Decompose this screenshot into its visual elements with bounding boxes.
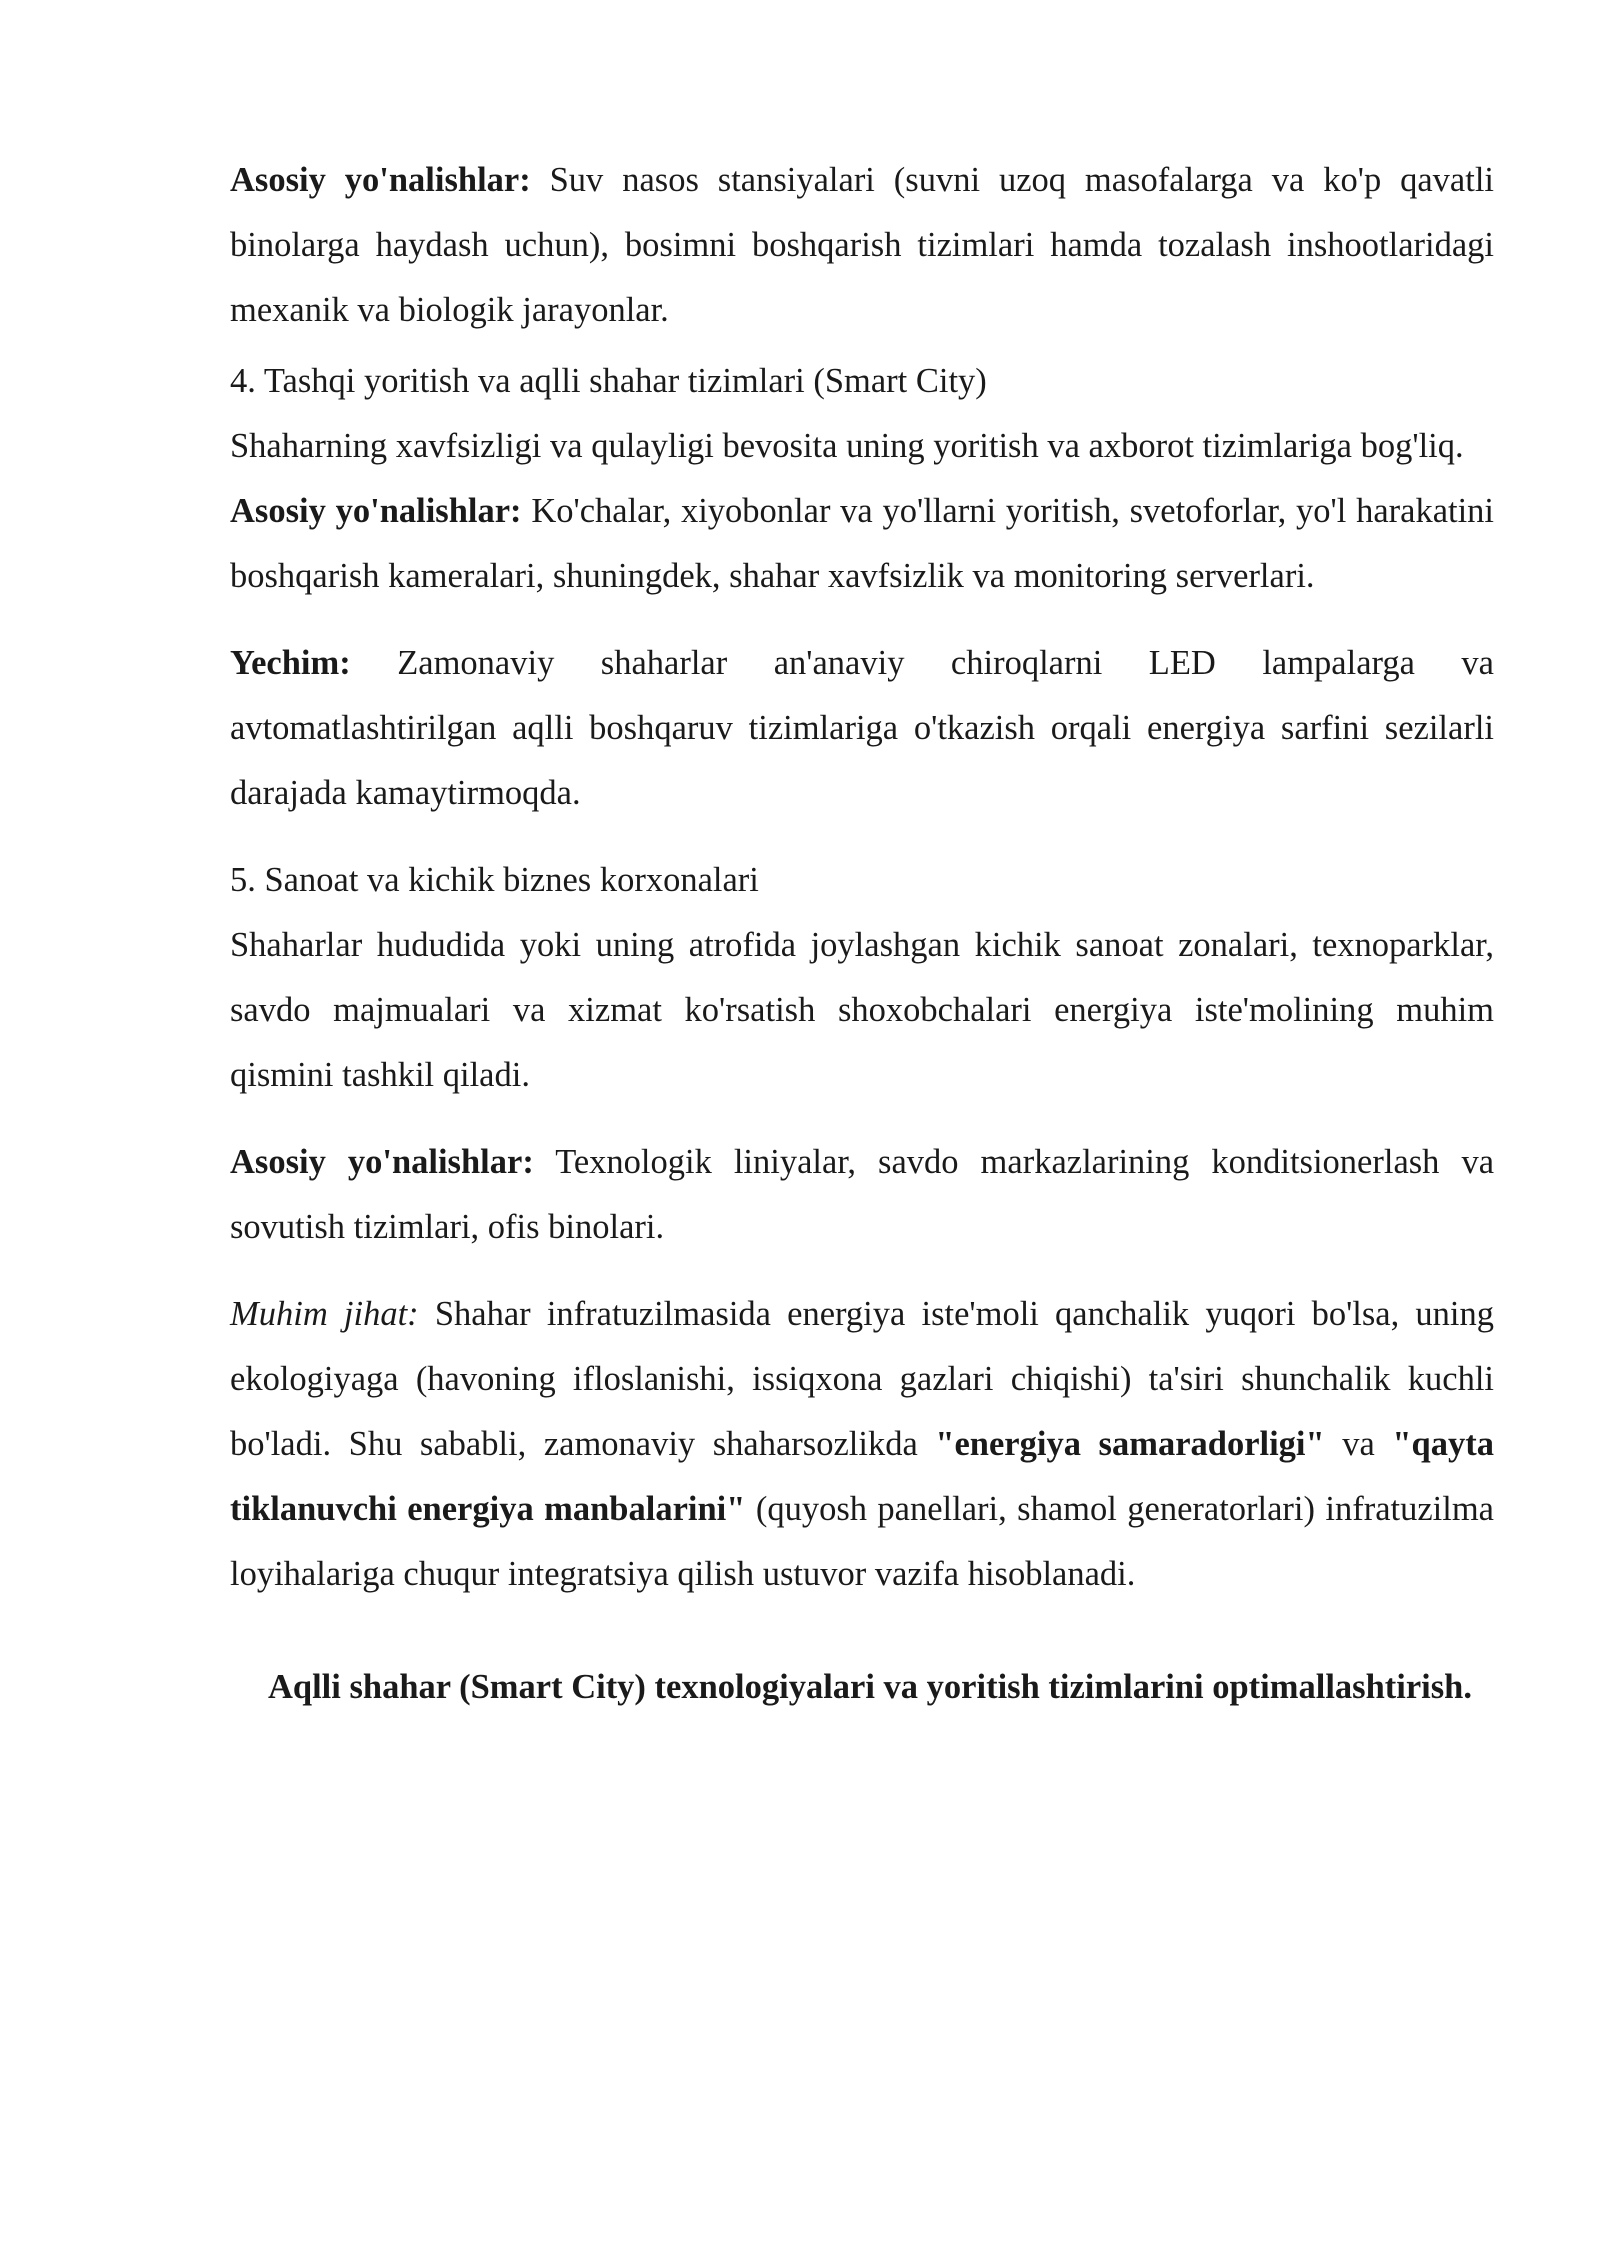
section-heading-5: 5. Sanoat va kichik biznes korxonalari (230, 861, 759, 899)
paragraph-water-directions (230, 148, 1494, 343)
final-heading: Aqlli shahar (Smart City) texnologiyalari va yoritish tizimlarini optimallashtirish. (268, 1668, 1472, 1706)
bold-energy-efficiency: "energiya samaradorligi" (935, 1425, 1325, 1463)
label-main-directions: Asosiy yo'nalishlar: (230, 1143, 534, 1181)
section-4-intro: Shaharning xavfsizligi va qulayligi bevosita uning yoritish va axborot tizimlariga bog'liq. (230, 427, 1464, 465)
paragraph-text: Suv nasos stansiyalari (suvni uzoq masofalarga va ko'p qavatli binolarga haydash uchun), bosimni boshqarish tizimlari hamda tozalash inshootlaridagi mexanik va biologik jarayonlar. (230, 161, 1494, 329)
label-solution: Yechim: (230, 644, 351, 682)
paragraph-text: Ko'chalar, xiyobonlar va yo'llarni yoritish, svetoforlar, yo'l harakatini boshqarish kameralari, shuningdek, shahar xavfsizlik va monitoring serverlari. (230, 492, 1495, 595)
paragraph-text: Zamonaviy shaharlar an'anaviy chiroqlarni LED lampalarga va avtomatlashtirilgan aqlli boshqaruv tizimlariga o'tkazish orqali energiya sarfini sezilarli darajada kamaytirmoqda. (230, 644, 1494, 812)
paragraph-important-aspect (230, 1282, 1494, 1607)
bold-renewable-energy: "qayta tiklanuvchi energiya manbalarini" (230, 1425, 1494, 1528)
paragraph-solution (230, 631, 1494, 826)
label-main-directions: Asosiy yo'nalishlar: (230, 161, 531, 199)
document-page (230, 148, 1494, 1720)
label-important-aspect: Muhim jihat: (230, 1295, 419, 1333)
paragraph-text: Texnologik liniyalar, savdo markazlarining konditsionerlash va sovutish tizimlari, ofis binolari. (230, 1143, 1495, 1246)
section-heading-4: 4. Tashqi yoritish va aqlli shahar tizimlari (Smart City) (230, 362, 987, 400)
paragraph-lighting-directions (230, 479, 1494, 609)
paragraph-text: (quyosh panellari, shamol generatorlari) infratuzilma loyihalariga chuqur integratsiya qilish ustuvor vazifa hisoblanadi. (230, 1490, 1494, 1593)
section-5-intro: Shaharlar hududida yoki uning atrofida joylashgan kichik sanoat zonalari, texnoparklar, savdo majmualari va xizmat ko'rsatish shoxobchalari energiya iste'molining muhim qismini tashkil qiladi. (230, 926, 1494, 1094)
paragraph-industry-directions (230, 1130, 1494, 1260)
paragraph-text: va (1324, 1425, 1393, 1463)
paragraph-text: Shahar infratuzilmasida energiya iste'moli qanchalik yuqori bo'lsa, uning ekologiyaga (havoning ifloslanishi, issiqxona gazlari chiqishi) ta'siri shunchalik kuchli bo'ladi. Shu sababli, zamonaviy shaharsozlikda (230, 1295, 1495, 1463)
label-main-directions: Asosiy yo'nalishlar: (230, 492, 522, 530)
